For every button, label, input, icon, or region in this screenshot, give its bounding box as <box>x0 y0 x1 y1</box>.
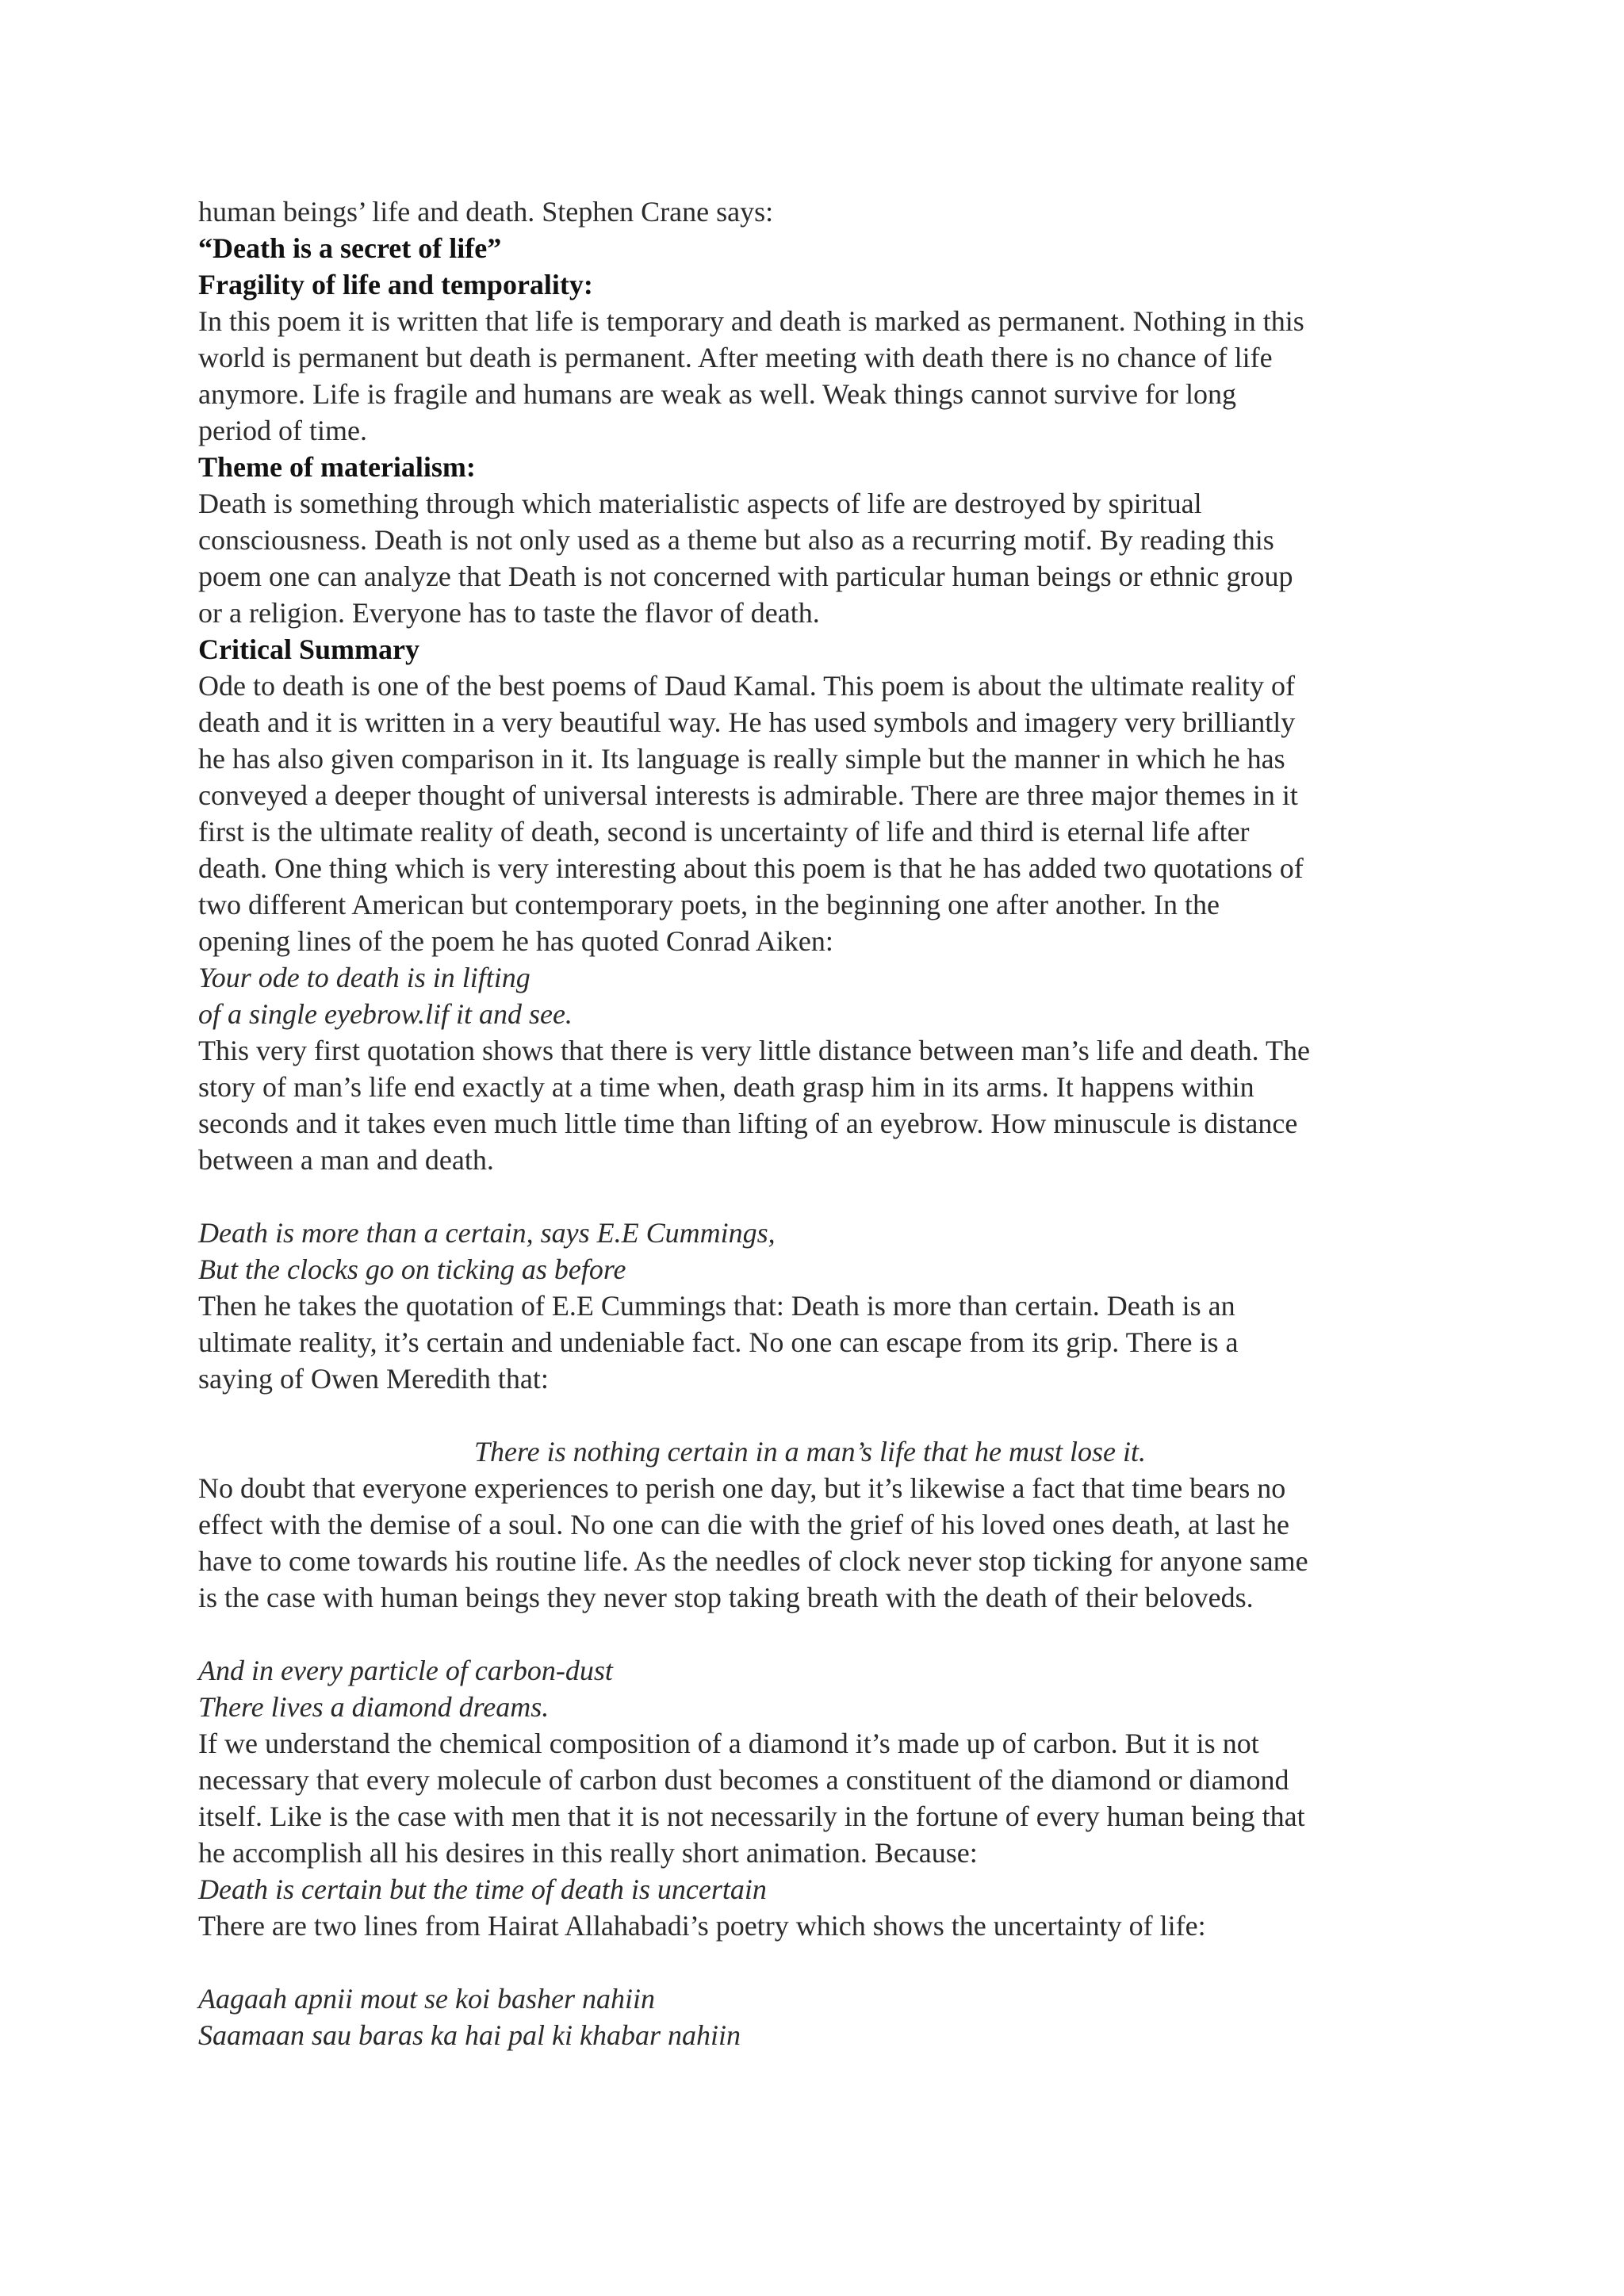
after-meredith-line: have to come towards his routine life. As the needles of clock never stop ticking for anyone same <box>198 1545 1308 1577</box>
summary-line: Ode to death is one of the best poems of Daud Kamal. This poem is about the ultimate reality of <box>198 670 1296 702</box>
carbon-line: If we understand the chemical composition of a diamond it’s made up of carbon. But it is not <box>198 1728 1259 1759</box>
carbon-line: itself. Like is the case with men that it is not necessarily in the fortune of every human being that <box>198 1800 1305 1832</box>
hairat-intro: There are two lines from Hairat Allahabadi’s poetry which shows the uncertainty of life: <box>198 1910 1206 1942</box>
paragraph-gap <box>198 1178 1435 1215</box>
materialism-line: poem one can analyze that Death is not concerned with particular human beings or ethnic group <box>198 561 1293 592</box>
summary-heading: Critical Summary <box>198 633 419 665</box>
materialism-line: or a religion. Everyone has to taste the flavor of death. <box>198 597 820 629</box>
after-aiken-line: seconds and it takes even much little time than lifting of an eyebrow. How minuscule is distance <box>198 1108 1298 1139</box>
paragraph-gap <box>198 1616 1435 1652</box>
materialism-heading: Theme of materialism: <box>198 451 476 483</box>
document-page <box>198 193 1435 2053</box>
cummings-quote-line: Death is more than a certain, says E.E Cummings, <box>198 1217 776 1249</box>
summary-line: two different American but contemporary poets, in the beginning one after another. In the <box>198 889 1220 920</box>
summary-line: he has also given comparison in it. Its language is really simple but the manner in which he has <box>198 743 1285 775</box>
after-aiken-line: This very first quotation shows that there is very little distance between man’s life and death. The <box>198 1035 1310 1066</box>
fragility-line: world is permanent but death is permanent. After meeting with death there is no chance of life <box>198 342 1273 373</box>
intro-line: human beings’ life and death. Stephen Crane says: <box>198 196 774 228</box>
carbon-line: necessary that every molecule of carbon dust becomes a constituent of the diamond or diamond <box>198 1764 1289 1796</box>
summary-line: first is the ultimate reality of death, second is uncertainty of life and third is eternal life after <box>198 816 1250 848</box>
aiken-quote-line: Your ode to death is in lifting <box>198 962 530 993</box>
after-meredith-line: effect with the demise of a soul. No one can die with the grief of his loved ones death, at last he <box>198 1509 1289 1540</box>
certain-quote: Death is certain but the time of death is uncertain <box>198 1873 767 1905</box>
aiken-quote-line: of a single eyebrow.lif it and see. <box>198 998 573 1030</box>
cummings-line: Then he takes the quotation of E.E Cummings that: Death is more than certain. Death is an <box>198 1290 1235 1322</box>
fragility-line: anymore. Life is fragile and humans are weak as well. Weak things cannot survive for long <box>198 378 1237 410</box>
fragility-line: In this poem it is written that life is temporary and death is marked as permanent. Nothing in this <box>198 305 1304 337</box>
cummings-line: ultimate reality, it’s certain and undeniable fact. No one can escape from its grip. There is a <box>198 1326 1239 1358</box>
carbon-line: he accomplish all his desires in this really short animation. Because: <box>198 1837 978 1869</box>
urdu-quote-line: Saamaan sau baras ka hai pal ki khabar nahiin <box>198 2019 741 2051</box>
materialism-line: Death is something through which materialistic aspects of life are destroyed by spiritual <box>198 488 1202 519</box>
paragraph-gap <box>198 1397 1435 1433</box>
materialism-line: consciousness. Death is not only used as a theme but also as a recurring motif. By reading this <box>198 524 1274 556</box>
after-aiken-line: between a man and death. <box>198 1144 494 1176</box>
urdu-quote-line: Aagaah apnii mout se koi basher nahiin <box>198 1983 655 2015</box>
summary-line: opening lines of the poem he has quoted Conrad Aiken: <box>198 925 833 957</box>
after-meredith-line: No doubt that everyone experiences to perish one day, but it’s likewise a fact that time bears no <box>198 1472 1286 1504</box>
meredith-quote: There is nothing certain in a man’s life that he must lose it. <box>474 1436 1146 1468</box>
fragility-line: period of time. <box>198 415 367 446</box>
after-meredith-line: is the case with human beings they never stop taking breath with the death of their beloveds. <box>198 1582 1254 1613</box>
cummings-line: saying of Owen Meredith that: <box>198 1363 549 1395</box>
carbon-quote-line: There lives a diamond dreams. <box>198 1691 550 1723</box>
summary-line: conveyed a deeper thought of universal interests is admirable. There are three major themes in it <box>198 779 1298 811</box>
after-aiken-line: story of man’s life end exactly at a time when, death grasp him in its arms. It happens within <box>198 1071 1254 1103</box>
carbon-quote-line: And in every particle of carbon-dust <box>198 1655 613 1686</box>
cummings-quote-line: But the clocks go on ticking as before <box>198 1253 626 1285</box>
summary-line: death. One thing which is very interesting about this poem is that he has added two quotations of <box>198 852 1304 884</box>
summary-line: death and it is written in a very beautiful way. He has used symbols and imagery very brilliantly <box>198 706 1296 738</box>
fragility-heading: Fragility of life and temporality: <box>198 269 593 300</box>
paragraph-gap <box>198 1944 1435 1980</box>
crane-quote: “Death is a secret of life” <box>198 232 502 264</box>
